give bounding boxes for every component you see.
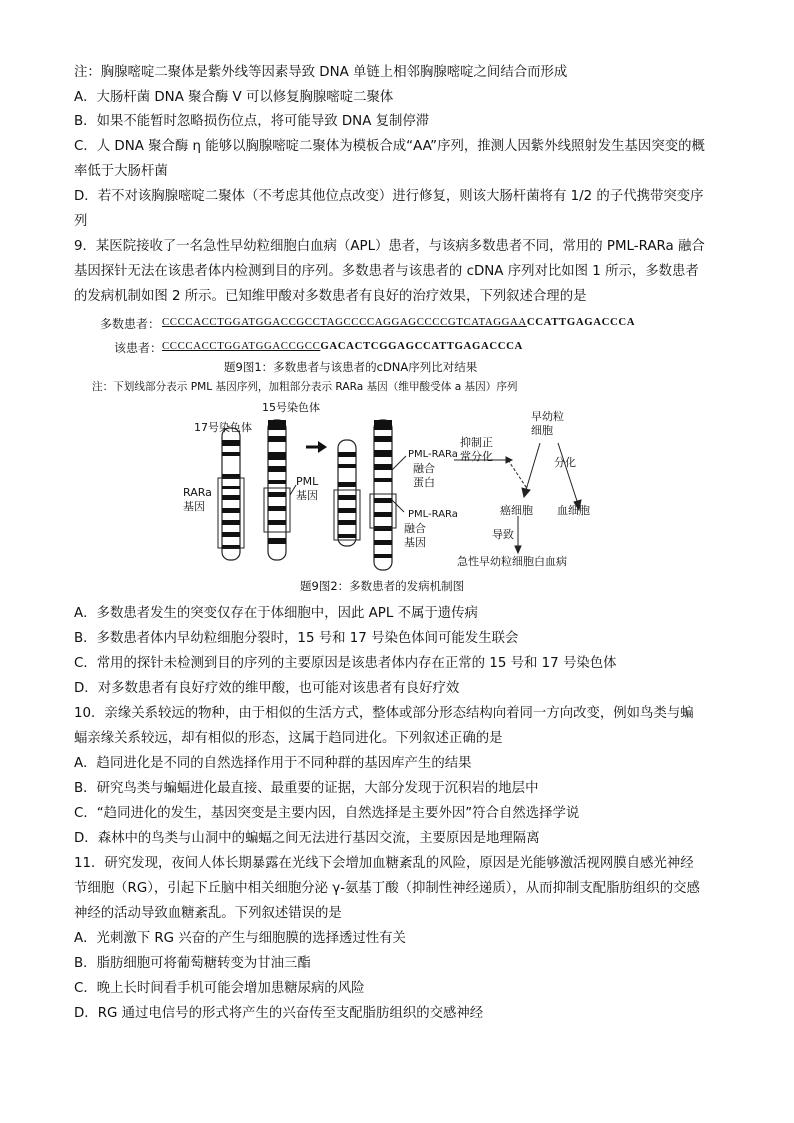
option-d-q8-cont: 列 [74, 214, 88, 229]
pml-seq-majority: CCCCACCTGGATGGACCGCCTAGCCCCAGGAGCCCCGTCATAGGAA [162, 316, 527, 328]
derivative-chromosome-1 [334, 440, 360, 546]
option-a-q9: A．多数患者发生的突变仅存在于体细胞中，因此 APL 不属于遗传病 [74, 606, 478, 621]
option-b-q11: B．脂肪细胞可将葡萄糖转变为甘油三酯 [74, 956, 311, 971]
pml-seq-patient: CCCCACCTGGATGGACCGCC [162, 340, 321, 352]
label-pml-gene: PML 基因 [296, 475, 319, 502]
figure1-note: 注：下划线部分表示 PML 基因序列，加粗部分表示 RARa 基因（维甲酸受体 a 基因）序列 [92, 381, 518, 393]
note-line: 注：胸腺嘧啶二聚体是紫外线等因素导致 DNA 单链上相邻胸腺嘧啶之间结合而形成 [74, 65, 568, 80]
question-11: 11．研究发现，夜间人体长期暴露在光线下会增加血糖紊乱的风险，原因是光能够激活视网膜自感光神经 [74, 856, 694, 871]
label-differentiate: 分化 [554, 456, 576, 469]
label-disease: 急性早幼粒细胞白血病 [457, 555, 567, 568]
label-chr15: 15号染色体 [262, 401, 320, 414]
option-d-q8: D．若不对该胸腺嘧啶二聚体（不考虑其他位点改变）进行修复，则该大肠杆菌将有 1/2 的子代携带突变序 [74, 189, 704, 204]
question-10-cont: 蝠亲缘关系较远，却有相似的形态，这属于趋同进化。下列叙述正确的是 [74, 731, 503, 746]
chromosome-17 [218, 428, 244, 560]
option-c-q8: C．人 DNA 聚合酶 η 能够以胸腺嘧啶二聚体为模板合成“AA”序列，推测人因紫外线照射发生基因突变的概 [74, 139, 705, 154]
option-d-q9: D．对多数患者有良好疗效的维甲酸，也可能对该患者有良好疗效 [74, 681, 460, 696]
label-fusion-protein-tag: PML-RARa [408, 449, 458, 460]
label-cancer-cell: 癌细胞 [500, 504, 533, 517]
rara-seq-patient: GACACTCGGAGCCATTGAGACCCA [320, 340, 523, 352]
question-9-cont2: 的发病机制如图 2 所示。已知维甲酸对多数患者有良好的治疗效果，下列叙述合理的是 [74, 289, 587, 304]
option-a-q11: A．光刺激下 RG 兴奋的产生与细胞膜的选择透过性有关 [74, 931, 406, 946]
question-9-cont1: 基因探针无法在该患者体内检测到目的序列。多数患者与该患者的 cDNA 序列对比如图 1 所示，多数患者 [74, 264, 699, 279]
option-c-q9: C．常用的探针未检测到目的序列的主要原因是该患者体内存在正常的 15 号和 17 号染色体 [74, 656, 617, 671]
chromosome-15 [264, 420, 296, 560]
rara-seq-majority: CCATTGAGACCCA [526, 316, 636, 328]
derivative-chromosome-2 [370, 420, 406, 570]
seq-label-majority: 多数患者： [100, 317, 161, 331]
option-c-q10: C．“趋同进化的发生，基因突变是主要内因，自然选择是主要外因”符合自然选择学说 [74, 806, 580, 821]
option-c-q11: C．晚上长时间看手机可能会增加患糖尿病的风险 [74, 981, 365, 996]
option-d-q10: D．森林中的鸟类与山洞中的蝙蝠之间无法进行基因交流，主要原因是地理隔离 [74, 831, 540, 846]
option-a-q10: A．趋同进化是不同的自然选择作用于不同种群的基因库产生的结果 [74, 756, 472, 771]
option-d-q11: D．RG 通过电信号的形式将产生的兴奋传至支配脂肪组织的交感神经 [74, 1006, 484, 1021]
option-b-q9: B．多数患者体内早幼粒细胞分裂时，15 号和 17 号染色体间可能发生联会 [74, 631, 519, 646]
label-fusion-protein: 融合 蛋白 [413, 462, 435, 489]
question-11-cont1: 节细胞（RG），引起下丘脑中相关细胞分泌 γ-氨基丁酸（抑制性神经递质），从而抑制支配脂肪组织的交感 [74, 881, 700, 896]
figure2-caption: 题9图2：多数患者的发病机制图 [300, 579, 465, 593]
option-b-q10: B．研究鸟类与蝙蝠进化最直接、最重要的证据，大部分发现于沉积岩的地层中 [74, 781, 539, 796]
label-chr17: 17号染色体 [194, 421, 252, 434]
question-11-cont2: 神经的活动导致血糖紊乱。下列叙述错误的是 [74, 906, 342, 921]
translocation-arrow [306, 441, 327, 453]
label-blood-cell: 血细胞 [557, 504, 590, 517]
label-fusion-gene-tag: PML-RARa [408, 509, 458, 520]
seq-label-patient: 该患者： [114, 341, 163, 355]
label-inhibit: 抑制正 常分化 [460, 436, 493, 463]
question-10: 10．亲缘关系较远的物种，由于相似的生活方式，整体或部分形态结构向着同一方向改变，例如鸟类与蝙 [74, 706, 694, 721]
question-9: 9．某医院接收了一名急性早幼粒细胞白血病（APL）患者，与该病多数患者不同，常用的 PML-RARa 融合 [74, 239, 705, 254]
figure1-caption: 题9图1：多数患者与该患者的cDNA序列比对结果 [224, 360, 478, 374]
label-rara-gene: RARa 基因 [183, 486, 212, 513]
option-c-q8-cont: 率低于大肠杆菌 [74, 164, 168, 179]
label-lead-to: 导致 [492, 528, 514, 541]
label-fusion-gene: 融合 基因 [404, 522, 426, 549]
option-b-q8: B．如果不能暂时忽略损伤位点，将可能导致 DNA 复制停滞 [74, 114, 430, 129]
label-promyelocyte: 早幼粒 细胞 [531, 410, 564, 437]
option-a-q8: A．大肠杆菌 DNA 聚合酶 V 可以修复胸腺嘧啶二聚体 [74, 90, 394, 105]
